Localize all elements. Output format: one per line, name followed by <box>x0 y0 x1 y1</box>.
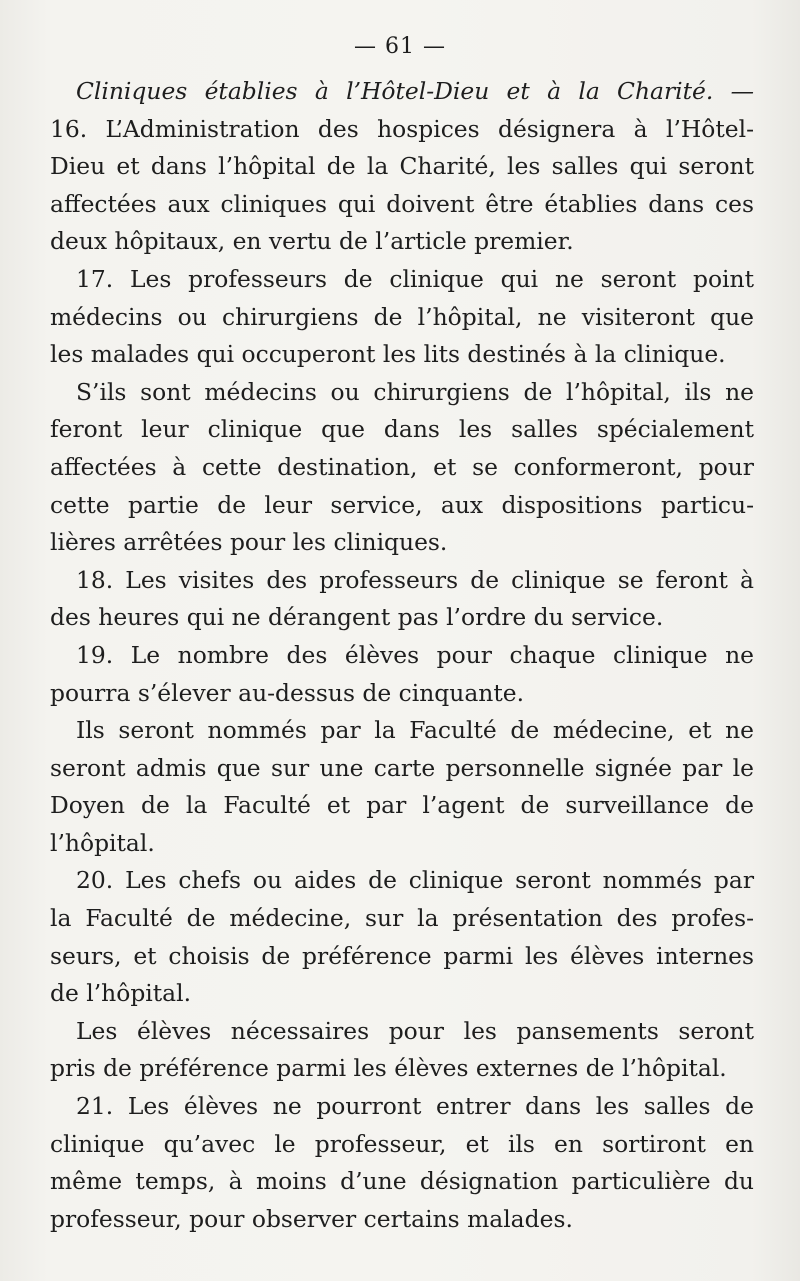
text-line: pourra s’élever au-dessus de cinquante. <box>50 678 525 707</box>
text-line: Les élèves nécessaires pour les pansements seront <box>76 1016 754 1045</box>
text-line: 17. Les professeurs de clinique qui ne seront point <box>76 264 754 293</box>
paragraph-para-19 <box>50 637 754 712</box>
text-line: seront admis que sur une carte personnelle signée par le <box>50 753 754 782</box>
text-line: même temps, à moins d’une désignation particulière du <box>50 1167 754 1196</box>
text-line: 19. Le nombre des élèves pour chaque clinique ne <box>76 640 754 669</box>
text-line: de l’hôpital. <box>50 979 192 1008</box>
text-line: feront leur clinique que dans les salles spécialement <box>50 415 754 444</box>
text-line: S’ils sont médecins ou chirurgiens de l’hôpital, ils ne <box>76 377 754 406</box>
text-line: 20. Les chefs ou aides de clinique seront nommés par <box>76 866 754 895</box>
text-line: 16. L’Administration des hospices désignera à l’Hôtel- <box>50 114 754 143</box>
paragraph-para-20 <box>50 862 754 1012</box>
paragraph-para-21 <box>50 1088 754 1238</box>
text-line: professeur, pour observer certains malades. <box>50 1204 573 1233</box>
text-line: pris de préférence parmi les élèves externes de l’hôpital. <box>50 1054 727 1083</box>
page-number: — 61 — <box>354 34 446 59</box>
text-line: affectées aux cliniques qui doivent être établies dans ces <box>50 189 754 218</box>
text-line: affectées à cette destination, et se conformeront, pour <box>50 452 754 481</box>
text-line: cette partie de leur service, aux dispositions particu- <box>50 490 754 519</box>
paragraph-para-17b <box>50 374 754 562</box>
paragraph-para-18 <box>50 562 754 637</box>
paragraph-para-19b <box>50 712 754 862</box>
text-line: la Faculté de médecine, sur la présentation des profes- <box>50 904 754 933</box>
text-line: Cliniques établies à l’Hôtel-Dieu et à la Charité. — <box>76 77 754 105</box>
text-line: Ils seront nommés par la Faculté de médecine, et ne <box>76 716 754 745</box>
text-line: l’hôpital. <box>50 828 155 857</box>
text-line: 21. Les élèves ne pourront entrer dans les salles de <box>76 1092 754 1121</box>
paragraph-heading-16 <box>50 73 754 261</box>
text-line: lières arrêtées pour les cliniques. <box>50 528 448 557</box>
text-line: des heures qui ne dérangent pas l’ordre du service. <box>50 603 664 632</box>
page-text <box>50 73 754 1238</box>
text-line: deux hôpitaux, en vertu de l’article premier. <box>50 227 574 256</box>
text-line: médecins ou chirurgiens de l’hôpital, ne visiteront que <box>50 302 754 331</box>
text-line: seurs, et choisis de préférence parmi les élèves internes <box>50 941 754 970</box>
text-line: 18. Les visites des professeurs de clinique se feront à <box>76 565 754 594</box>
text-line: Doyen de la Faculté et par l’agent de surveillance de <box>50 791 754 820</box>
paragraph-para-17 <box>50 261 754 374</box>
paragraph-para-20b <box>50 1013 754 1088</box>
text-line: Dieu et dans l’hôpital de la Charité, les salles qui seront <box>50 152 754 181</box>
text-line: clinique qu’avec le professeur, et ils en sortiront en <box>50 1129 754 1158</box>
text-line: les malades qui occuperont les lits destinés à la clinique. <box>50 340 726 369</box>
